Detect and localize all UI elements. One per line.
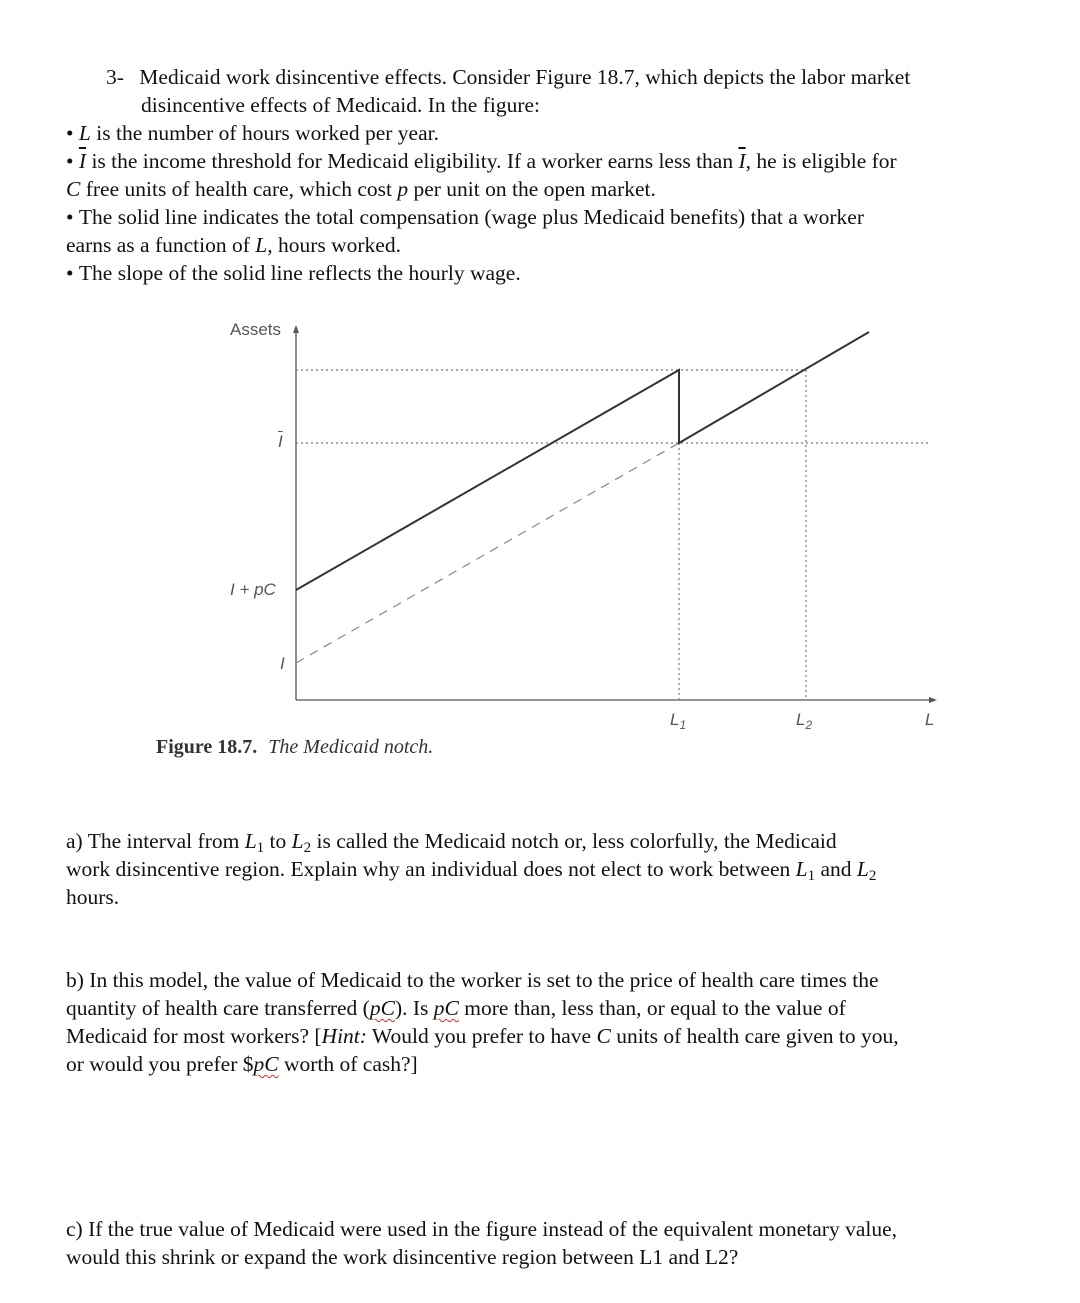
question-intro-1: Consider Figure 18.7, which depicts the labor market — [446, 65, 911, 89]
bullet-2-symbol: $\overline{I}$ — [78, 149, 87, 173]
part-a-line-2: work disincentive region. Explain why an individual does not elect to work between $L_1$ and $L_2$ — [66, 857, 877, 884]
hint-label: Hint: — [321, 1024, 367, 1048]
bullet-dot: • — [66, 121, 79, 145]
bullet-dot: • — [66, 261, 79, 285]
part-b-line-3: Medicaid for most workers? [Hint: Would you prefer to have C units of health care given to you, — [66, 1024, 899, 1048]
part-a-line-1: a) The interval from $L_1$ to $L_2$ is called the Medicaid notch or, less colorfully, the Medicaid — [66, 829, 837, 856]
bullet-3-l-symbol: L — [255, 233, 268, 257]
pc-term: pC — [369, 996, 395, 1020]
y-axis-label: Assets — [230, 320, 282, 339]
bullet-1-symbol: L — [78, 121, 91, 145]
y-label-ibar: $\overline{I}$ — [278, 432, 283, 451]
part-b-line-1: b) In this model, the value of Medicaid to the worker is set to the price of health care times the — [66, 968, 879, 992]
part-c-line-2: would this shrink or expand the work disincentive region between L1 and L2? — [66, 1245, 739, 1269]
bullet-2-symbol-2: $\overline{I}$ — [738, 149, 746, 173]
part-b-line-4: or would you prefer $pC worth of cash?] — [66, 1052, 418, 1076]
x-label-l2: $L_2$ — [796, 710, 813, 732]
bullet-2-c-symbol: C — [66, 177, 81, 201]
part-a-line-3: hours. — [66, 885, 120, 909]
bullet-1-text: is the number of hours worked per year. — [90, 121, 439, 145]
wage-only-dashed-line — [296, 443, 679, 663]
bullet-3-line-2-text-a: earns as a function of — [66, 233, 256, 257]
caption-title: The Medicaid notch. — [268, 736, 434, 758]
question-title: Medicaid work disincentive effects. — [139, 65, 447, 89]
bullet-2-text-a: is the income threshold for Medicaid eligibility. If a worker earns less than — [86, 149, 739, 173]
question-number: 3- — [106, 65, 124, 89]
y-label-i: I — [280, 654, 285, 673]
bullet-4-text: The slope of the solid line reflects the hourly wage. — [78, 261, 521, 285]
figure-caption — [156, 736, 433, 759]
y-axis-arrowhead — [293, 325, 299, 333]
part-b-line-2: quantity of health care transferred (pC). Is pC more than, less than, or equal to the value of — [66, 996, 846, 1020]
question-line-2: disincentive effects of Medicaid. In the figure: — [141, 93, 540, 117]
y-label-i-plus-pc: I + pC — [230, 580, 276, 599]
x-label-l1: $L_1$ — [670, 710, 687, 732]
pc-term: pC — [253, 1052, 279, 1076]
bullet-3-text: The solid line indicates the total compensation (wage plus Medicaid benefits) that a worker — [78, 205, 865, 229]
total-compensation-line — [296, 332, 869, 590]
caption-number: Figure 18.7. — [156, 736, 258, 758]
part-c-line-1: c) If the true value of Medicaid were used in the figure instead of the equivalent monetary value, — [66, 1217, 898, 1241]
x-label-l: L — [925, 710, 935, 729]
bullet-dot: • — [66, 149, 79, 173]
bullet-2-text-b: , he is eligible for — [745, 149, 897, 173]
pc-term: pC — [433, 996, 459, 1020]
bullet-2-line-2-text-a: free units of health care, which cost — [80, 177, 398, 201]
x-axis-arrowhead — [929, 697, 937, 703]
bullet-dot: • — [66, 205, 79, 229]
bullet-2-p-symbol: p — [397, 177, 409, 201]
bullet-2-line-2-text-b: per unit on the open market. — [408, 177, 656, 201]
bullet-3-line-2-text-b: , hours worked. — [267, 233, 401, 257]
